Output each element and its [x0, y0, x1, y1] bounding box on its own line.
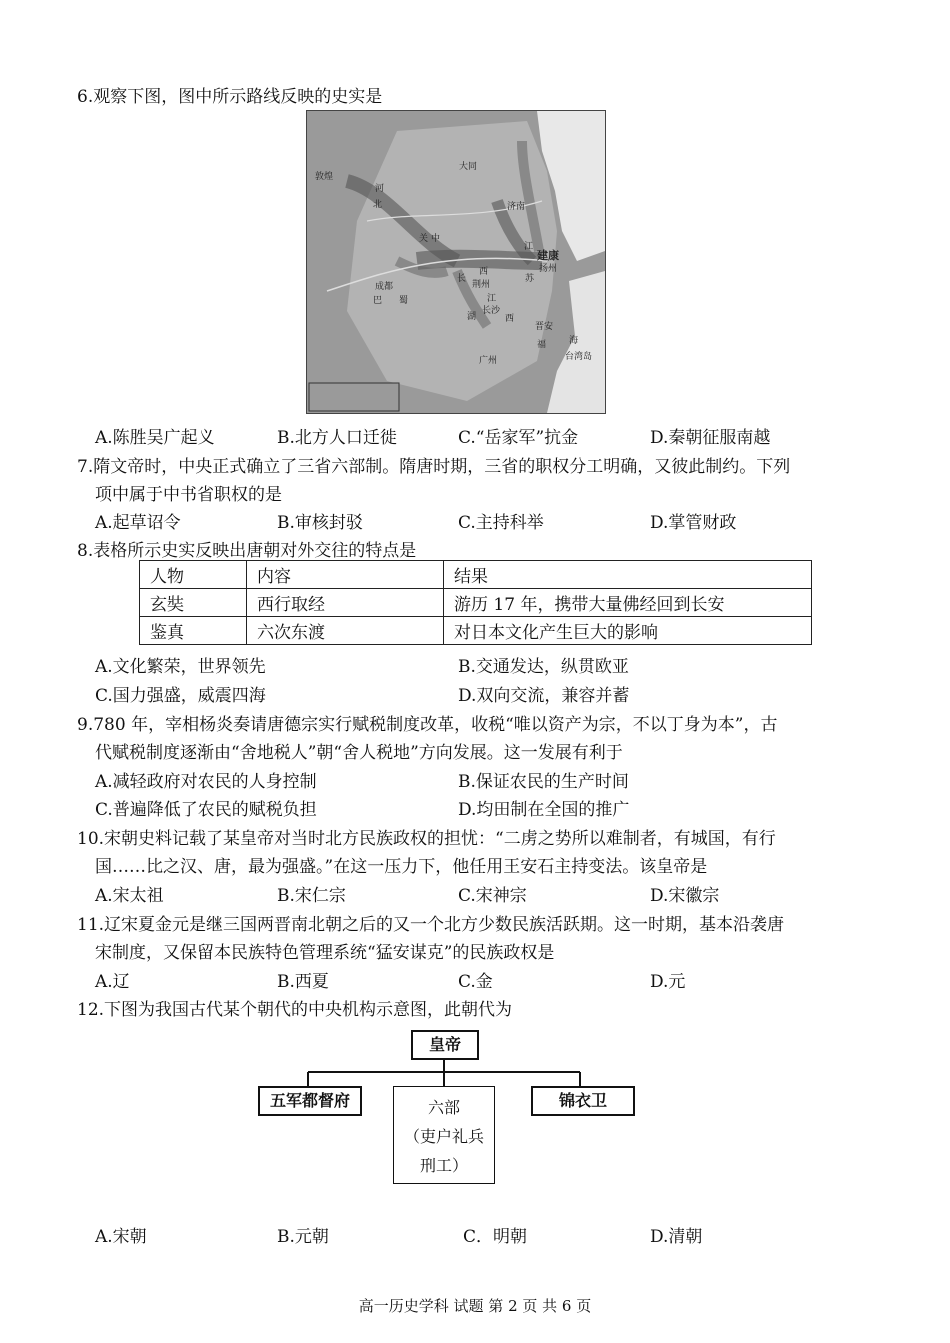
q12-option-d[interactable]: D.清朝 [650, 1227, 703, 1247]
q9-option-b[interactable]: B.保证农民的生产时间 [458, 772, 629, 792]
label-guan: 关 [419, 234, 429, 244]
q12-stem: 12.下图为我国古代某个朝代的中央机构示意图，此朝代为 [77, 1000, 513, 1020]
label-jinan: 济南 [507, 202, 526, 212]
q10-option-d[interactable]: D.宋徽宗 [650, 886, 720, 906]
table-cell: 玄奘 [140, 589, 247, 617]
six-ministries-line3: 刑工） [419, 1156, 468, 1175]
q8-stem: 8.表格所示史实反映出唐朝对外交往的特点是 [77, 541, 417, 561]
page-footer: 高一历史学科 试题 第 2 页 共 6 页 [358, 1297, 592, 1315]
label-he-1: 河 [375, 184, 385, 194]
label-su: 苏 [525, 274, 535, 284]
q7-option-d[interactable]: D.掌管财政 [650, 513, 737, 533]
label-ba: 巴 [373, 296, 383, 306]
table-header-cell: 结果 [444, 561, 812, 589]
table-cell: 游历 17 年，携带大量佛经回到长安 [444, 589, 812, 617]
label-xi-2: 西 [505, 314, 515, 324]
label-bei: 北 [373, 200, 383, 210]
six-ministries-line2: （吏户礼兵 [403, 1127, 484, 1146]
q10-stem-line1: 10.宋朝史料记载了某皇帝对当时北方民族政权的担忧：“二虏之势所以难制者，有城国，有行 [77, 829, 776, 849]
q8-option-d[interactable]: D.双向交流，兼容并蓄 [458, 686, 630, 706]
q11-option-d[interactable]: D.元 [650, 972, 686, 992]
label-jiang-2: 江 [487, 294, 497, 304]
label-zhong: 中 [431, 234, 441, 244]
org-box-five-armies: 五军都督府 [258, 1086, 362, 1116]
q10-option-a[interactable]: A.宋太祖 [95, 886, 164, 906]
label-hu: 湖 [467, 312, 477, 322]
q7-stem-line1: 7.隋文帝时，中央正式确立了三省六部制。隋唐时期，三省的职权分工明确，又彼此制约。下列 [77, 457, 791, 477]
label-yangzhou: 扬州 [539, 264, 558, 274]
q12-option-c[interactable]: C．明朝 [463, 1227, 528, 1247]
q7-stem-line2: 项中属于中书省职权的是 [95, 485, 282, 505]
table-cell: 六次东渡 [247, 617, 444, 645]
label-jiang-1: 江 [524, 242, 534, 252]
label-shu: 蜀 [399, 296, 409, 306]
label-xi-1: 西 [479, 267, 489, 277]
six-ministries-line1: 六部 [427, 1098, 460, 1117]
label-dunhuang: 敦煌 [315, 172, 334, 182]
label-taiwan: 台湾岛 [565, 352, 593, 362]
label-guangzhou: 广州 [479, 356, 498, 366]
q9-stem-line2: 代赋税制度逐渐由“舍地税人”朝“舍人税地”方向发展。这一发展有利于 [95, 743, 623, 763]
q11-option-a[interactable]: A.辽 [95, 972, 130, 992]
q6-option-b[interactable]: B.北方人口迁徙 [277, 428, 397, 448]
q7-option-a[interactable]: A.起草诏令 [95, 513, 181, 533]
q12-option-b[interactable]: B.元朝 [277, 1227, 329, 1247]
q6-option-a[interactable]: A.陈胜吴广起义 [95, 428, 215, 448]
q10-stem-line2: 国……比之汉、唐，最为强盛。”在这一压力下，他任用王安石主持变法。该皇帝是 [95, 857, 708, 877]
q9-option-d[interactable]: D.均田制在全国的推广 [458, 800, 630, 820]
q7-option-b[interactable]: B.审核封驳 [277, 513, 363, 533]
q12-option-a[interactable]: A.宋朝 [95, 1227, 147, 1247]
label-chengdu: 成都 [375, 282, 394, 292]
q8-option-c[interactable]: C.国力强盛，威震四海 [95, 686, 266, 706]
q9-option-c[interactable]: C.普遍降低了农民的赋税负担 [95, 800, 317, 820]
q11-stem-line1: 11.辽宋夏金元是继三国两晋南北朝之后的又一个北方少数民族活跃期。这一时期，基本沿袭唐 [77, 915, 785, 935]
q7-option-c[interactable]: C.主持科举 [458, 513, 544, 533]
q8-option-b[interactable]: B.交通发达，纵贯欧亚 [458, 657, 629, 677]
q11-option-b[interactable]: B.西夏 [277, 972, 329, 992]
org-box-embroidered-guard: 锦衣卫 [531, 1086, 635, 1116]
label-fu: 福 [537, 340, 547, 350]
table-cell: 西行取经 [247, 589, 444, 617]
q8-option-a[interactable]: A.文化繁荣，世界领先 [95, 657, 266, 677]
org-box-emperor: 皇帝 [411, 1030, 479, 1060]
q9-option-a[interactable]: A.减轻政府对农民的人身控制 [95, 772, 317, 792]
q6-stem: 6.观察下图，图中所示路线反映的史实是 [77, 87, 383, 107]
label-jinan-fujian: 晋安 [535, 322, 554, 332]
q10-option-c[interactable]: C.宋神宗 [458, 886, 527, 906]
table-header-cell: 人物 [140, 561, 247, 589]
q10-option-b[interactable]: B.宋仁宗 [277, 886, 346, 906]
q6-option-d[interactable]: D.秦朝征服南越 [650, 428, 771, 448]
org-box-six-ministries [393, 1086, 495, 1184]
label-hai: 海 [569, 336, 579, 346]
table-header-cell: 内容 [247, 561, 444, 589]
label-jingzhou: 荆州 [472, 280, 491, 290]
table-cell: 对日本文化产生巨大的影响 [444, 617, 812, 645]
label-chang: 长 [457, 274, 467, 284]
q11-option-c[interactable]: C.金 [458, 972, 493, 992]
label-changsha: 长沙 [482, 306, 501, 316]
q6-option-c[interactable]: C.“岳家军”抗金 [458, 428, 579, 448]
label-jiankang: 建康 [537, 249, 559, 262]
label-datong: 大同 [459, 162, 478, 172]
q9-stem-line1: 9.780 年，宰相杨炎奏请唐德宗实行赋税制度改革，收税“唯以资产为宗，不以丁身为本”，古 [77, 715, 778, 735]
q11-stem-line2: 宋制度，又保留本民族特色管理系统“猛安谋克”的民族政权是 [95, 943, 555, 963]
table-cell: 鉴真 [140, 617, 247, 645]
